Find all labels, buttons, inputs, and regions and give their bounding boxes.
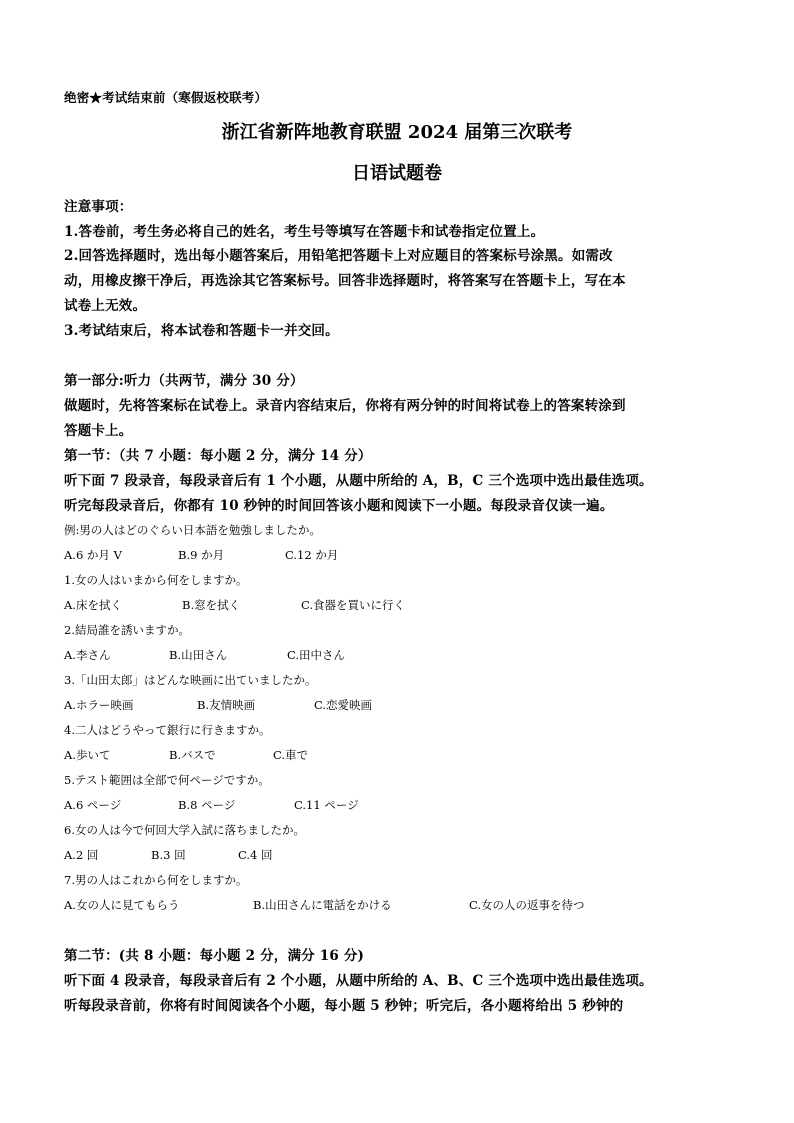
- question-1-option-b: B.窓を拭く: [182, 598, 241, 612]
- confidential-label: 绝密★考试结束前（寒假返校联考）: [64, 90, 268, 105]
- question-3-option-b: B.友情映画: [197, 698, 256, 712]
- section1-instruction-line-1: 听下面 7 段录音，每段录音后有 1 个小题，从题中所给的 A，B，C 三个选项中选出最佳选项。: [64, 473, 653, 489]
- question-4-option-c: C.車で: [273, 748, 309, 762]
- question-1: 1.女の人はいまから何をしますか。: [64, 573, 248, 587]
- question-6-option-c: C.4 回: [238, 848, 273, 862]
- notes-item-1: 1.答卷前，考生务必将自己的姓名，考生号等填写在答题卡和试卷指定位置上。: [64, 224, 545, 240]
- example-question: 例:男の人はどのぐらい日本語を勉強しましたか。: [64, 523, 321, 537]
- part1-instruction-line-1: 做题时，先将答案标在试卷上。录音内容结束后，你将有两分钟的时间将试卷上的答案转涂到: [64, 398, 626, 414]
- question-6-option-a: A.2 回: [64, 848, 99, 862]
- question-3-option-a: A.ホラー映画: [64, 698, 134, 712]
- question-2-option-b: B.山田さん: [169, 648, 228, 662]
- example-option-a: A.6 か月 V: [64, 548, 122, 562]
- question-7-option-a: A.女の人に見てもらう: [64, 898, 180, 912]
- exam-subtitle: 日语试题卷: [352, 163, 442, 184]
- question-4-option-a: A.歩いて: [64, 748, 111, 762]
- question-4: 4.二人はどうやって銀行に行きますか。: [64, 723, 271, 737]
- question-4-option-b: B.バスで: [169, 748, 216, 762]
- question-7-option-b: B.山田さんに電話をかける: [253, 898, 392, 912]
- question-2: 2.結局誰を誘いますか。: [64, 623, 190, 637]
- notes-heading: 注意事项：: [64, 199, 133, 215]
- example-option-c: C.12 か月: [285, 548, 339, 562]
- exam-title: 浙江省新阵地教育联盟 2024 届第三次联考: [221, 122, 573, 143]
- question-5: 5.テスト範囲は全部で何ページですか。: [64, 773, 270, 787]
- notes-item-2-line-2: 动，用橡皮擦干净后，再选涂其它答案标号。回答非选择题时，将答案写在答题卡上，写在本: [64, 273, 626, 289]
- section1-instruction-line-2: 听完每段录音后，你都有 10 秒钟的时间回答该小题和阅读下一小题。每段录音仅读一遍。: [64, 498, 614, 514]
- example-option-b: B.9 か月: [178, 548, 225, 562]
- section1-heading: 第一节：（共 7 小题：每小题 2 分，满分 14 分）: [64, 448, 372, 464]
- question-7: 7.男の人はこれから何をしますか。: [64, 873, 248, 887]
- question-1-option-c: C.食器を買いに行く: [301, 598, 406, 612]
- question-5-option-c: C.11 ページ: [294, 798, 359, 812]
- question-5-option-b: B.8 ページ: [178, 798, 236, 812]
- section2-heading: 第二节：(共 8 小题：每小题 2 分，满分 16 分): [64, 948, 365, 964]
- notes-item-3: 3.考试结束后，将本试卷和答题卡一并交回。: [64, 323, 339, 339]
- question-6-option-b: B.3 回: [151, 848, 186, 862]
- part1-instruction-line-2: 答题卡上。: [64, 423, 133, 439]
- part1-heading: 第一部分:听力（共两节，满分 30 分）: [64, 373, 304, 389]
- question-2-option-a: A.李さん: [64, 648, 111, 662]
- question-2-option-c: C.田中さん: [287, 648, 346, 662]
- question-5-option-a: A.6 ページ: [64, 798, 122, 812]
- notes-item-2-line-3: 试卷上无效。: [64, 298, 147, 314]
- section2-instruction-line-1: 听下面 4 段录音，每段录音后有 2 个小题，从题中所给的 A、B、C 三个选项中选出最佳选项。: [64, 973, 653, 989]
- question-7-option-c: C.女の人の返事を待つ: [469, 898, 585, 912]
- question-1-option-a: A.床を拭く: [64, 598, 122, 612]
- question-3-option-c: C.恋愛映画: [314, 698, 373, 712]
- question-3: 3.「山田太郎」はどんな映画に出ていましたか。: [64, 673, 317, 687]
- section2-instruction-line-2: 听每段录音前，你将有时间阅读各个小题，每小题 5 秒钟；听完后，各小题将给出 5 秒钟的: [64, 998, 624, 1014]
- notes-item-2-line-1: 2.回答选择题时，选出每小题答案后，用铅笔把答题卡上对应题目的答案标号涂黑。如需改: [64, 248, 613, 264]
- question-6: 6.女の人は今で何回大学入試に落ちましたか。: [64, 823, 305, 837]
